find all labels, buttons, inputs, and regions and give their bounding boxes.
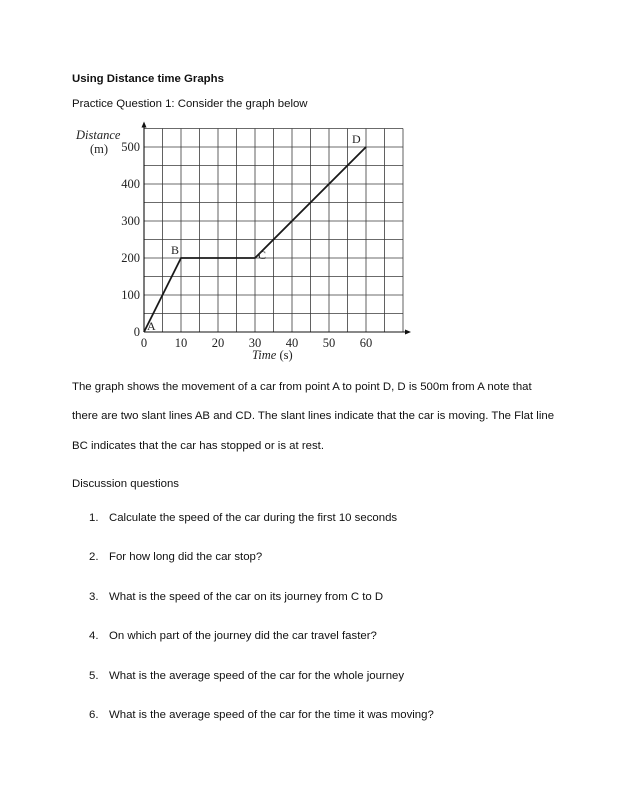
- distance-time-chart: [0, 0, 618, 380]
- svg-text:50: 50: [322, 336, 336, 350]
- svg-text:500: 500: [121, 140, 140, 154]
- svg-text:40: 40: [285, 336, 299, 350]
- document-heading: Using Distance time Graphs: [72, 73, 224, 85]
- question-number: 3.: [89, 590, 99, 603]
- question-text: For how long did the car stop?: [109, 551, 263, 564]
- question-text: On which part of the journey did the car travel faster?: [109, 630, 377, 643]
- svg-text:10: 10: [174, 336, 188, 350]
- chart-tick-labels: [121, 140, 372, 350]
- svg-text:0: 0: [133, 325, 140, 339]
- question-number: 1.: [89, 512, 99, 524]
- y-axis-label-unit: (m): [90, 142, 109, 156]
- svg-text:B: B: [171, 243, 180, 257]
- discussion-heading: Discussion questions: [72, 478, 179, 490]
- x-axis-label: Time (s): [252, 348, 293, 362]
- svg-text:D: D: [352, 132, 361, 146]
- chart-axes: [142, 122, 412, 335]
- svg-text:0: 0: [140, 336, 148, 350]
- question-number: 2.: [89, 551, 99, 564]
- svg-text:C: C: [258, 248, 267, 262]
- question-text: Calculate the speed of the car during the first 10 seconds: [109, 512, 398, 524]
- svg-text:200: 200: [121, 251, 140, 265]
- question-number: 4.: [89, 630, 99, 643]
- paragraph-line-1: The graph shows the movement of a car from point A to point D, D is 500m from A note that: [72, 381, 532, 393]
- paragraph-line-3: BC indicates that the car has stopped or is at rest.: [72, 440, 324, 452]
- svg-text:A: A: [147, 319, 156, 333]
- question-text: What is the average speed of the car for the time it was moving?: [109, 708, 434, 721]
- question-number: 5.: [89, 669, 99, 682]
- chart-grid: [144, 129, 403, 333]
- question-number: 6.: [89, 708, 99, 721]
- svg-text:400: 400: [121, 177, 140, 191]
- svg-text:30: 30: [248, 336, 262, 350]
- svg-text:60: 60: [359, 336, 373, 350]
- paragraph-line-2: there are two slant lines AB and CD. The slant lines indicate that the car is moving. The Flat line: [72, 410, 555, 422]
- svg-text:100: 100: [121, 288, 140, 302]
- question-text: What is the average speed of the car for the whole journey: [109, 669, 405, 682]
- practice-question-intro: Practice Question 1: Consider the graph below: [72, 98, 308, 110]
- question-text: What is the speed of the car on its journey from C to D: [109, 590, 384, 603]
- y-axis-label-distance: Distance: [76, 128, 121, 142]
- svg-text:300: 300: [121, 214, 140, 228]
- svg-text:20: 20: [211, 336, 225, 350]
